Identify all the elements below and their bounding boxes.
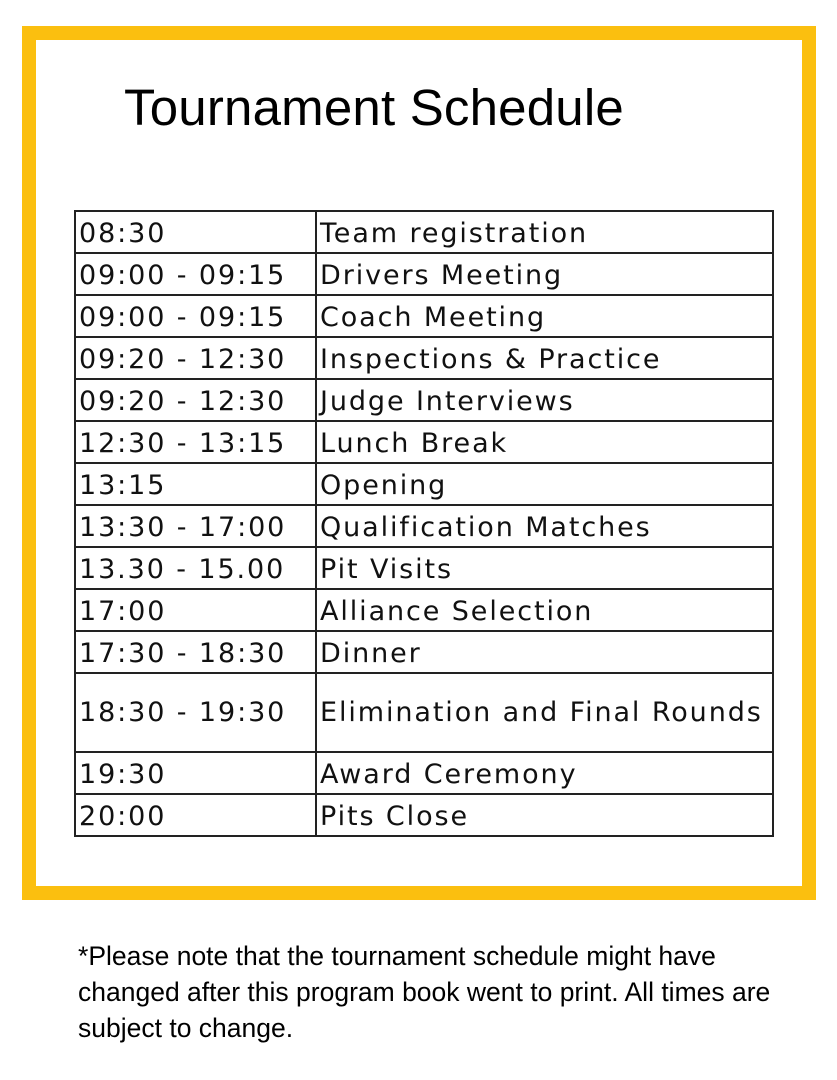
time-cell: 17:30 - 18:30 [75,631,316,673]
event-cell: Alliance Selection [316,589,773,631]
time-cell: 17:00 [75,589,316,631]
event-cell: Lunch Break [316,421,773,463]
table-row [75,211,773,253]
time-cell: 09:20 - 12:30 [75,337,316,379]
table-row [75,631,773,673]
event-cell: Pits Close [316,794,773,836]
time-cell: 20:00 [75,794,316,836]
table-row [75,337,773,379]
event-cell: Dinner [316,631,773,673]
schedule-disclaimer: *Please note that the tournament schedule might have changed after this program book went to print. All times are subject to change. [78,941,771,1043]
event-cell: Inspections & Practice [316,337,773,379]
table-row [75,253,773,295]
time-cell: 09:00 - 09:15 [75,253,316,295]
table-row [75,794,773,836]
page-title: Tournament Schedule [124,79,624,136]
table-row [75,673,773,752]
time-cell: 13.30 - 15.00 [75,547,316,589]
time-cell: 09:00 - 09:15 [75,295,316,337]
event-cell: Judge Interviews [316,379,773,421]
event-cell: Qualification Matches [316,505,773,547]
event-cell: Drivers Meeting [316,253,773,295]
table-row [75,295,773,337]
event-cell: Team registration [316,211,773,253]
time-cell: 18:30 - 19:30 [75,673,316,752]
time-cell: 09:20 - 12:30 [75,379,316,421]
table-row [75,547,773,589]
time-cell: 13:30 - 17:00 [75,505,316,547]
table-row [75,379,773,421]
event-cell: Elimination and Final Rounds [316,673,773,752]
table-row [75,463,773,505]
time-cell: 12:30 - 13:15 [75,421,316,463]
time-cell: 13:15 [75,463,316,505]
table-row [75,752,773,794]
event-cell: Coach Meeting [316,295,773,337]
table-row [75,421,773,463]
event-cell: Opening [316,463,773,505]
event-cell: Award Ceremony [316,752,773,794]
table-row [75,589,773,631]
time-cell: 08:30 [75,211,316,253]
event-cell: Pit Visits [316,547,773,589]
time-cell: 19:30 [75,752,316,794]
table-row [75,505,773,547]
schedule-table [74,210,774,837]
